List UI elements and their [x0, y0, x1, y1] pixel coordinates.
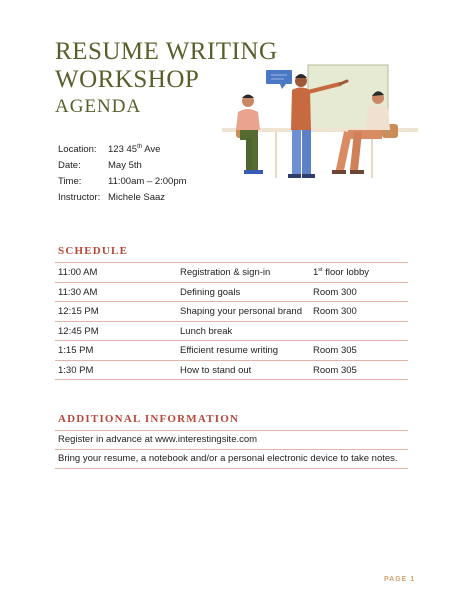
schedule-location: Room 300 — [313, 306, 357, 317]
title-line-1: RESUME WRITING — [55, 38, 278, 65]
schedule-heading: SCHEDULE — [58, 245, 129, 257]
date-row — [58, 158, 187, 174]
schedule-time: 1:15 PM — [58, 345, 94, 356]
date-value: May 5th — [108, 160, 142, 171]
table-row — [55, 302, 408, 322]
location-label: Location: — [58, 144, 97, 155]
event-details — [58, 142, 187, 206]
list-item: Bring your resume, a notebook and/or a personal electronic device to take notes. — [55, 450, 408, 469]
schedule-location: 1st floor lobby — [313, 266, 370, 278]
additional-info-heading: ADDITIONAL INFORMATION — [58, 413, 240, 425]
schedule-activity: Defining goals — [180, 286, 241, 298]
schedule-time: 12:45 PM — [58, 325, 99, 337]
date-label: Date: — [58, 160, 81, 171]
person-left — [236, 95, 263, 175]
table-row — [55, 341, 408, 361]
schedule-location: Room 305 — [313, 345, 357, 356]
speech-bubble — [266, 70, 292, 84]
location-row — [58, 142, 187, 158]
schedule-location: Room 300 — [313, 286, 357, 298]
instructor-value: Michele Saaz — [108, 192, 166, 203]
schedule-activity: Registration & sign-in — [180, 267, 271, 278]
additional-info-list — [55, 430, 408, 469]
table-row — [55, 283, 408, 303]
instructor-row — [58, 190, 187, 206]
schedule-time: 11:00 AM — [58, 267, 98, 278]
schedule-location — [313, 322, 408, 341]
time-value: 11:00am – 2:00pm — [108, 176, 187, 187]
table-row — [55, 322, 408, 342]
schedule-activity: Shaping your personal brand — [180, 306, 303, 317]
schedule-activity: How to stand out — [180, 364, 252, 376]
time-label: Time: — [58, 176, 82, 187]
schedule-location: Room 305 — [313, 364, 357, 376]
page-number: PAGE 1 — [384, 576, 416, 583]
schedule-activity: Lunch break — [180, 325, 233, 337]
table-row — [55, 361, 408, 381]
schedule-time: 1:30 PM — [58, 364, 94, 376]
schedule-time: 11:30 AM — [58, 286, 98, 298]
title-subtitle: AGENDA — [55, 96, 142, 117]
meeting-illustration — [222, 60, 418, 184]
time-row — [58, 174, 187, 190]
schedule-activity: Efficient resume writing — [180, 345, 279, 356]
schedule-time: 12:15 PM — [58, 306, 99, 317]
instructor-label: Instructor: — [58, 192, 101, 203]
location-value: 123 45th Ave — [108, 143, 161, 155]
table-row — [55, 263, 408, 283]
schedule-table — [55, 262, 408, 380]
list-item: Register in advance at www.interestingsite.com — [55, 431, 408, 450]
title-line-2: WORKSHOP — [55, 66, 200, 93]
